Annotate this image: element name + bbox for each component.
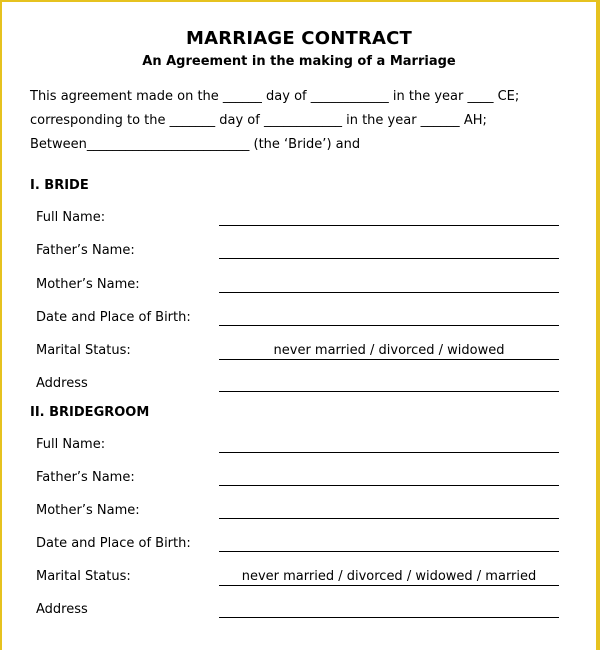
- bride-marital-status-options[interactable]: never married / divorced / widowed: [219, 343, 559, 360]
- document-title: MARRIAGE CONTRACT: [185, 28, 413, 49]
- groom-address-field[interactable]: [219, 617, 559, 618]
- groom-marital-status-label: Marital Status:: [36, 569, 131, 584]
- groom-full-name-label: Full Name:: [36, 437, 106, 452]
- bride-marital-status-label: Marital Status:: [36, 343, 131, 358]
- intro-line-date-ah: corresponding to the _______ day of ____________ in the year ______ AH;: [30, 113, 487, 128]
- groom-mother-name-label: Mother’s Name:: [36, 503, 140, 518]
- groom-father-name-field[interactable]: [219, 485, 559, 486]
- groom-marital-status-options[interactable]: never married / divorced / widowed / married: [219, 569, 559, 586]
- bride-father-name-field[interactable]: [219, 258, 559, 259]
- bride-birth-label: Date and Place of Birth:: [36, 310, 191, 325]
- groom-full-name-field[interactable]: [219, 452, 559, 453]
- bride-mother-name-field[interactable]: [219, 292, 559, 293]
- groom-birth-field[interactable]: [219, 551, 559, 552]
- groom-mother-name-field[interactable]: [219, 518, 559, 519]
- intro-line-date-ce: This agreement made on the ______ day of ____________ in the year ____ CE;: [30, 89, 520, 104]
- groom-father-name-label: Father’s Name:: [36, 470, 135, 485]
- groom-section-heading: II. BRIDEGROOM: [30, 405, 150, 420]
- intro-line-between: Between_________________________ (the ‘Bride’) and: [30, 137, 361, 152]
- bride-mother-name-label: Mother’s Name:: [36, 277, 140, 292]
- bride-birth-field[interactable]: [219, 325, 559, 326]
- bride-address-label: Address: [36, 376, 88, 391]
- document-subtitle: An Agreement in the making of a Marriage: [142, 54, 456, 69]
- contract-page: [2, 2, 596, 650]
- bride-full-name-field[interactable]: [219, 225, 559, 226]
- bride-father-name-label: Father’s Name:: [36, 243, 135, 258]
- groom-birth-label: Date and Place of Birth:: [36, 536, 191, 551]
- groom-address-label: Address: [36, 602, 88, 617]
- bride-full-name-label: Full Name:: [36, 210, 106, 225]
- bride-address-field[interactable]: [219, 391, 559, 392]
- bride-section-heading: I. BRIDE: [30, 178, 89, 193]
